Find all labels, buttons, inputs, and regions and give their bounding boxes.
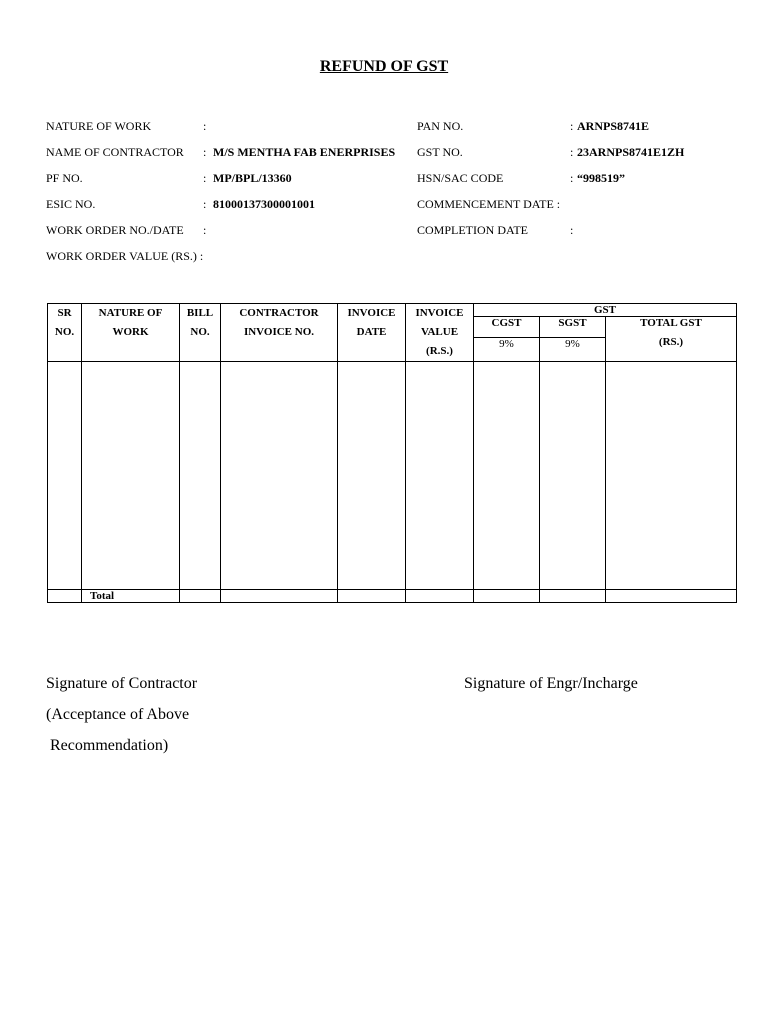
field-colon: : — [570, 171, 574, 185]
field-label-completion-date: COMPLETION DATE — [417, 223, 528, 237]
header-nature-of-work: NATURE OF WORK — [82, 304, 180, 362]
field-value-gst-no: 23ARNPS8741E1ZH — [577, 145, 685, 159]
header-cgst: CGST — [474, 317, 540, 338]
field-label-hsn-sac-code: HSN/SAC CODE — [417, 171, 504, 185]
acceptance-line-2: Recommendation) — [46, 737, 169, 754]
field-label-name-of-contractor: NAME OF CONTRACTOR — [46, 145, 184, 159]
header-invoice-value: INVOICE VALUE (R.S.) — [406, 304, 474, 362]
field-colon: : — [570, 145, 574, 159]
header-sgst: SGST — [540, 317, 606, 338]
field-label-nature-of-work: NATURE OF WORK — [46, 119, 152, 133]
total-label: Total — [82, 590, 180, 603]
field-colon: : — [203, 171, 207, 185]
field-colon: : — [570, 119, 574, 133]
field-colon: : — [203, 145, 207, 159]
gst-refund-table — [47, 303, 737, 603]
field-label-esic-no: ESIC NO. — [46, 197, 96, 211]
header-total-gst: TOTAL GST (RS.) — [606, 317, 737, 362]
table-body-row — [48, 362, 737, 590]
field-label-work-order-value: WORK ORDER VALUE (RS.) : — [46, 249, 204, 263]
acceptance-line-1: (Acceptance of Above — [46, 706, 190, 723]
total-row — [48, 590, 737, 603]
sgst-rate: 9% — [540, 338, 606, 362]
field-label-pan-no: PAN NO. — [417, 119, 464, 133]
signature-contractor-label: Signature of Contractor — [46, 675, 198, 692]
header-sr-no: SR NO. — [48, 304, 82, 362]
field-colon: : — [203, 223, 207, 237]
field-value-pf-no: MP/BPL/13360 — [213, 171, 292, 185]
header-gst: GST — [474, 304, 737, 317]
document-title: REFUND OF GST — [319, 58, 449, 75]
field-colon: : — [203, 197, 207, 211]
field-label-work-order-no-date: WORK ORDER NO./DATE — [46, 223, 184, 237]
header-invoice-date: INVOICE DATE — [338, 304, 406, 362]
field-colon: : — [203, 119, 207, 133]
signature-engineer-label: Signature of Engr/Incharge — [464, 675, 638, 692]
field-value-esic-no: 81000137300001001 — [213, 197, 315, 211]
cgst-rate: 9% — [474, 338, 540, 362]
field-label-gst-no: GST NO. — [417, 145, 463, 159]
header-bill-no: BILL NO. — [180, 304, 221, 362]
header-contractor-invoice-no: CONTRACTOR INVOICE NO. — [221, 304, 338, 362]
field-label-pf-no: PF NO. — [46, 171, 83, 185]
field-value-name-of-contractor: M/S MENTHA FAB ENERPRISES — [213, 145, 396, 159]
field-value-pan-no: ARNPS8741E — [577, 119, 650, 133]
field-colon: : — [570, 223, 574, 237]
field-value-hsn-sac-code: “998519” — [577, 171, 625, 185]
field-label-commencement-date: COMMENCEMENT DATE : — [417, 197, 561, 211]
